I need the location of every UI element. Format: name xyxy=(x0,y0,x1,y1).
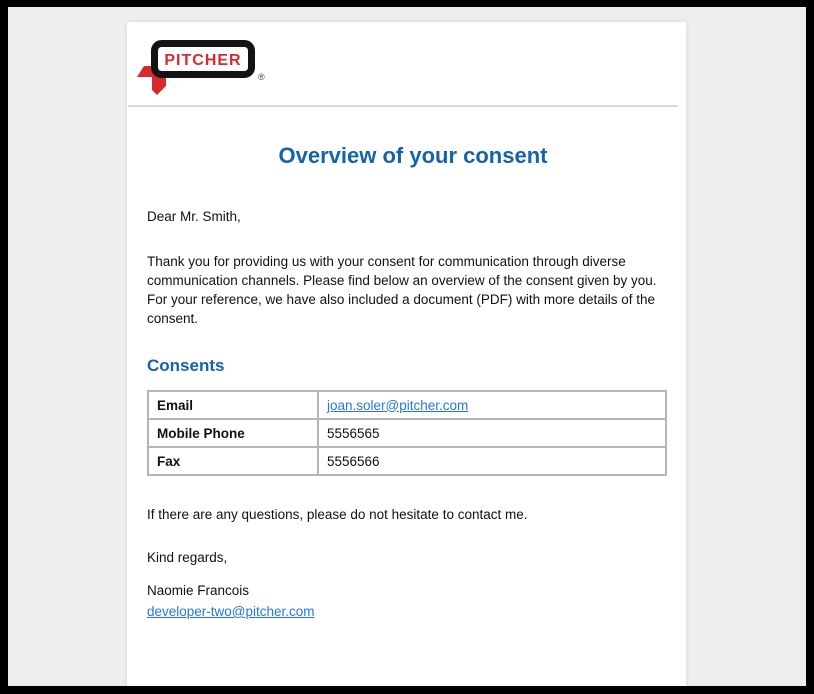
consent-label-email: Email xyxy=(148,391,318,419)
page-title: Overview of your consent xyxy=(278,143,548,168)
consents-heading: Consents xyxy=(147,356,225,375)
consent-value-fax: 5556566 xyxy=(318,447,666,475)
desktop-background xyxy=(8,7,806,686)
consent-value-mobile-phone: 5556565 xyxy=(318,419,666,447)
consent-label-fax: Fax xyxy=(148,447,318,475)
intro-paragraph: Thank you for providing us with your consent for communication through diverse communication channels. Please find below an overview of the consent given by you. For your reference, we have also included a document (PDF) with more details of the consent. xyxy=(147,254,657,326)
table-row-email xyxy=(148,391,666,419)
pitcher-logo-graphic xyxy=(136,36,270,98)
sign-off: Kind regards, xyxy=(147,550,228,565)
consent-label-mobile-phone: Mobile Phone xyxy=(148,419,318,447)
closing-note: If there are any questions, please do not hesitate to contact me. xyxy=(147,507,528,522)
sender-email-line xyxy=(147,602,679,621)
consents-table xyxy=(147,390,667,476)
email-body-canvas xyxy=(127,22,686,686)
table-row-mobile-phone xyxy=(148,419,666,447)
consent-value-email xyxy=(318,391,666,419)
greeting-text: Dear Mr. Smith, xyxy=(147,209,241,224)
sender-name: Naomie Francois xyxy=(147,583,250,598)
logo-brand-text: PITCHER xyxy=(164,52,242,69)
header-divider xyxy=(128,105,678,107)
logo-registered-mark: ® xyxy=(258,72,265,82)
pitcher-logo xyxy=(136,36,679,98)
table-row-fax xyxy=(148,447,666,475)
sender-email-link[interactable]: developer-two@pitcher.com xyxy=(147,604,315,619)
email-consent-link[interactable]: joan.soler@pitcher.com xyxy=(327,397,469,413)
